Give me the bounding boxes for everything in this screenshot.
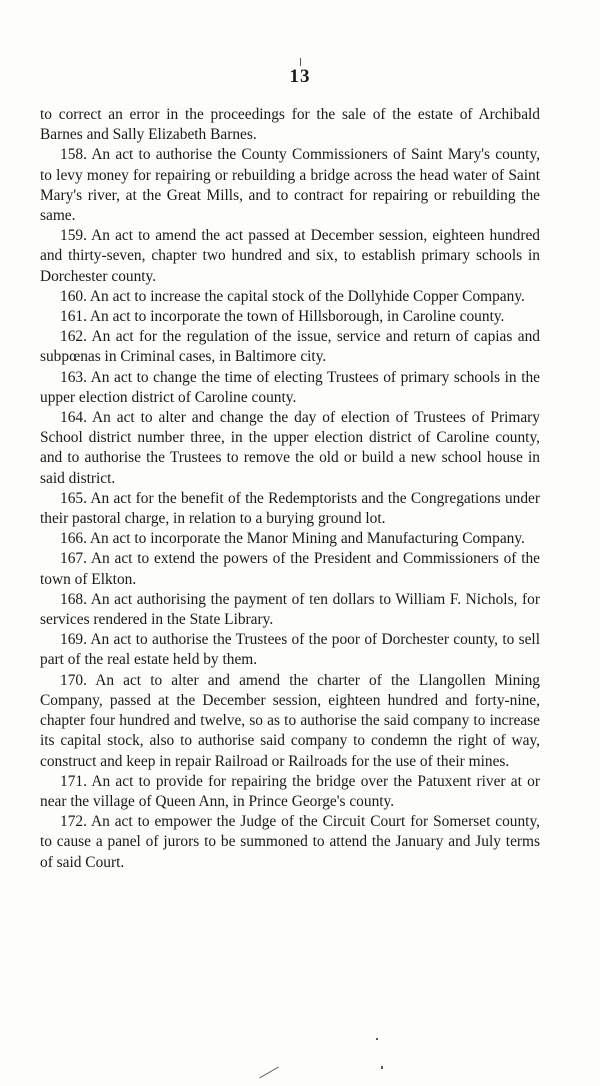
act-159: 159. An act to amend the act passed at December session, eighteen hundred and thirty-seven, chapter two hundred and six, to establish primary schools in Dorchester county.	[40, 227, 540, 285]
act-163: 163. An act to change the time of electing Trustees of primary schools in the upper election district of Caroline county.	[40, 368, 540, 406]
act-162: 162. An act for the regulation of the issue, service and return of capias and subpœnas in Criminal cases, in Baltimore city.	[40, 328, 540, 366]
continued-paragraph: to correct an error in the proceedings for the sale of the estate of Archibald Barnes and Sally Elizabeth Barnes.	[40, 106, 540, 144]
act-171: 171. An act to provide for repairing the bridge over the Patuxent river at or near the village of Queen Ann, in Prince George's county.	[40, 772, 540, 810]
act-165: 165. An act for the benefit of the Redemptorists and the Congregations under their pastoral charge, in relation to a burying ground lot.	[40, 489, 540, 528]
act-172: 172. An act to empower the Judge of the Circuit Court for Somerset county, to cause a panel of jurors to be summoned to attend the January and July terms of said Court.	[40, 813, 540, 871]
ink-speck	[381, 1066, 383, 1069]
act-167: 167. An act to extend the powers of the President and Commissioners of the town of Elkton.	[40, 550, 540, 588]
ink-speck	[376, 1038, 378, 1040]
act-169: 169. An act to authorise the Trustees of the poor of Dorchester county, to sell part of the real estate held by them.	[40, 631, 540, 669]
act-list	[40, 105, 540, 873]
act-158: 158. An act to authorise the County Commissioners of Saint Mary's county, to levy money for repairing or rebuilding a bridge across the head water of Saint Mary's river, at the Great Mills, and to contract for repairing or rebuilding the same.	[40, 146, 540, 225]
page-number: 13	[289, 66, 311, 87]
act-161: 161. An act to incorporate the town of Hillsborough, in Caroline county.	[60, 308, 505, 326]
act-170: 170. An act to alter and amend the charter of the Llangollen Mining Company, passed at the December session, eighteen hundred and forty-nine, chapter four hundred and twelve, so as to authorise the said company to increase its capital stock, also to authorise said company to condemn the right of way, construct and keep in repair Railroad or Railroads for the use of their mines.	[40, 671, 540, 770]
act-166: 166. An act to incorporate the Manor Mining and Manufacturing Company.	[60, 530, 525, 548]
act-164: 164. An act to alter and change the day of election of Trustees of Primary School district number three, in the upper election district of Caroline county, and to authorise the Trustees to remove the old or build a new school house in said district.	[40, 409, 540, 487]
act-160: 160. An act to increase the capital stock of the Dollyhide Copper Company.	[60, 287, 525, 305]
ink-stroke	[259, 1067, 279, 1079]
ink-speck	[300, 58, 301, 66]
act-168: 168. An act authorising the payment of ten dollars to William F. Nichols, for services rendered in the State Library.	[40, 590, 540, 629]
